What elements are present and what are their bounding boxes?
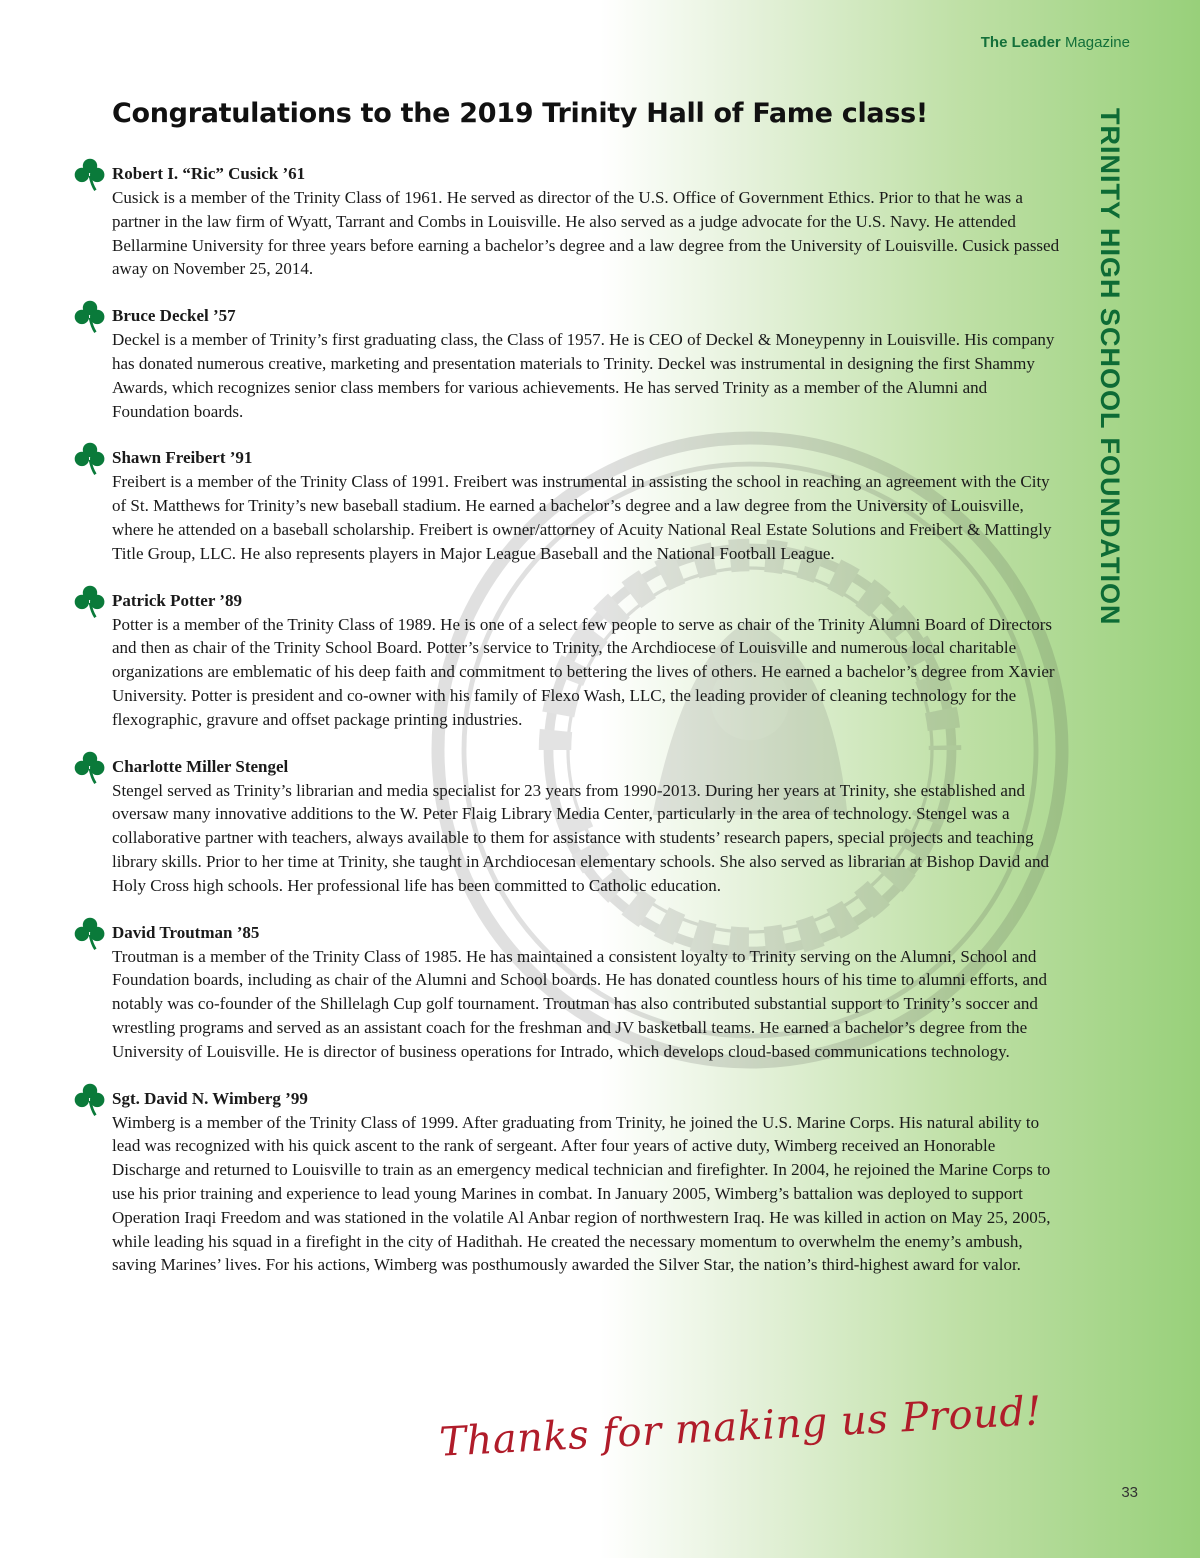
list-item: [112, 921, 1062, 1064]
shamrock-icon: [72, 440, 108, 476]
inductee-name: Shawn Freibert ’91: [112, 448, 253, 468]
shamrock-icon: [72, 583, 108, 619]
closing-message: Thanks for making us Proud!: [437, 1388, 1043, 1466]
list-item: [112, 755, 1062, 898]
inductee-name: Patrick Potter ’89: [112, 590, 242, 610]
inductee-bio: Freibert is a member of the Trinity Class of 1991. Freibert was instrumental in assisting the school in reaching an agreement with the City of St. Matthews for Trinity’s new baseball stadium. He earned a bachelor’s degree and a law degree from the University of Louisville, where he attended on a baseball scholarship. Freibert is owner/attorney of Acuity National Real Estate Solutions and Freibert & Mattingly Title Group, LLC. He also represents players in Major League Baseball and the National Football League.: [112, 472, 1052, 563]
inductee-bio: Wimberg is a member of the Trinity Class of 1999. After graduating from Trinity, he joined the U.S. Marine Corps. His natural ability to lead was recognized with his quick ascent to the rank of sergeant. After four years of active duty, Wimberg received an Honorable Discharge and returned to Louisville to train as an emergency medical technician and firefighter. In 2004, he rejoined the Marine Corps to use his prior training and experience to lead young Marines in combat. In January 2005, Wimberg’s battalion was deployed to support Operation Iraqi Freedom and was stationed in the volatile Al Anbar region of northwestern Iraq. He was killed in action on May 25, 2005, while leading his squad in a firefight in the city of Hadithah. He created the necessary momentum to overwhelm the enemy’s ambush, saving Marines’ lives. For his actions, Wimberg was posthumously awarded the Silver Star, the nation’s third-highest award for valor.: [112, 1112, 1051, 1275]
list-item: [112, 162, 1062, 281]
inductee-bio: Deckel is a member of Trinity’s first graduating class, the Class of 1957. He is CEO of Deckel & Moneypenny in Louisville. His company has donated numerous creative, marketing and presentation materials to Trinity. Deckel was instrumental in designing the first Shammy Awards, which recognizes senior class members for various achievements. He has served Trinity as a member of the Alumni and Foundation boards.: [112, 330, 1055, 421]
inductee-bio: Troutman is a member of the Trinity Class of 1985. He has maintained a consistent loyalty to Trinity serving on the Alumni, School and Foundation boards, including as chair of the Alumni and School boards. He has donated countless hours of his time to alumni efforts, and notably was co-founder of the Shillelagh Cup golf tournament. Troutman has also contributed substantial support to Trinity’s soccer and wrestling programs and served as an assistant coach for the freshman and JV basketball teams. He earned a bachelor’s degree from the University of Louisville. He is director of business operations for Intrado, which develops cloud-based communications technology.: [112, 946, 1047, 1061]
shamrock-icon: [72, 749, 108, 785]
list-item: [112, 446, 1062, 565]
side-title: TRINITY HIGH SCHOOL FOUNDATION: [1095, 108, 1125, 626]
shamrock-icon: [72, 298, 108, 334]
list-item: [112, 589, 1062, 732]
inductee-name: Robert I. “Ric” Cusick ’61: [112, 164, 306, 183]
masthead: [981, 34, 1130, 51]
list-item: [112, 304, 1062, 423]
shamrock-icon: [72, 915, 108, 951]
shamrock-icon: [72, 156, 108, 192]
inductee-name: David Troutman ’85: [112, 922, 260, 942]
page-title: Congratulations to the 2019 Trinity Hall of Fame class!: [112, 98, 928, 129]
page-number: 33: [1121, 1484, 1138, 1501]
inductee-name: Bruce Deckel ’57: [112, 306, 236, 326]
inductee-bio: Potter is a member of the Trinity Class of 1989. He is one of a select few people to serve as chair of the Trinity Alumni Board of Directors and then as chair of the Trinity School Board. Potter’s service to Trinity, the Archdiocese of Louisville and numerous local charitable organizations are emblematic of his deep faith and commitment to bettering the lives of others. He earned a bachelor’s degree from Xavier University. Potter is president and co-owner with his family of Flexo Wash, LLC, the leading provider of cleaning technology for the flexographic, gravure and offset package printing industries.: [112, 614, 1055, 729]
shamrock-icon: [72, 1081, 108, 1117]
inductee-name: Sgt. David N. Wimberg ’99: [112, 1088, 308, 1108]
inductee-bio: Cusick is a member of the Trinity Class of 1961. He served as director of the U.S. Office of Government Ethics. Prior to that he was a partner in the law firm of Wyatt, Tarrant and Combs in Louisville. He also served as a judge advocate for the U.S. Navy. He attended Bellarmine University for three years before earning a bachelor’s degree and a law degree from the University of Louisville. Cusick passed away on November 25, 2014.: [112, 188, 1060, 279]
list-item: [112, 1087, 1062, 1278]
masthead-brand: The Leader: [980, 34, 1061, 51]
masthead-publication: Magazine: [1064, 34, 1130, 51]
hall-of-fame-list: [112, 162, 1062, 1300]
inductee-bio: Stengel served as Trinity’s librarian and media specialist for 23 years from 1990-2013. During her years at Trinity, she established and oversaw many innovative additions to the W. Peter Flaig Library Media Center, particularly in the area of technology. Stengel was a collaborative partner with teachers, always available to them for assistance with students’ research papers, special projects and teaching library skills. Prior to her time at Trinity, she taught in Archdiocesan elementary schools. She also served as librarian at Bishop David and Holy Cross high schools. Her professional life has been committed to Catholic education.: [112, 780, 1050, 895]
inductee-name: Charlotte Miller Stengel: [112, 756, 289, 776]
